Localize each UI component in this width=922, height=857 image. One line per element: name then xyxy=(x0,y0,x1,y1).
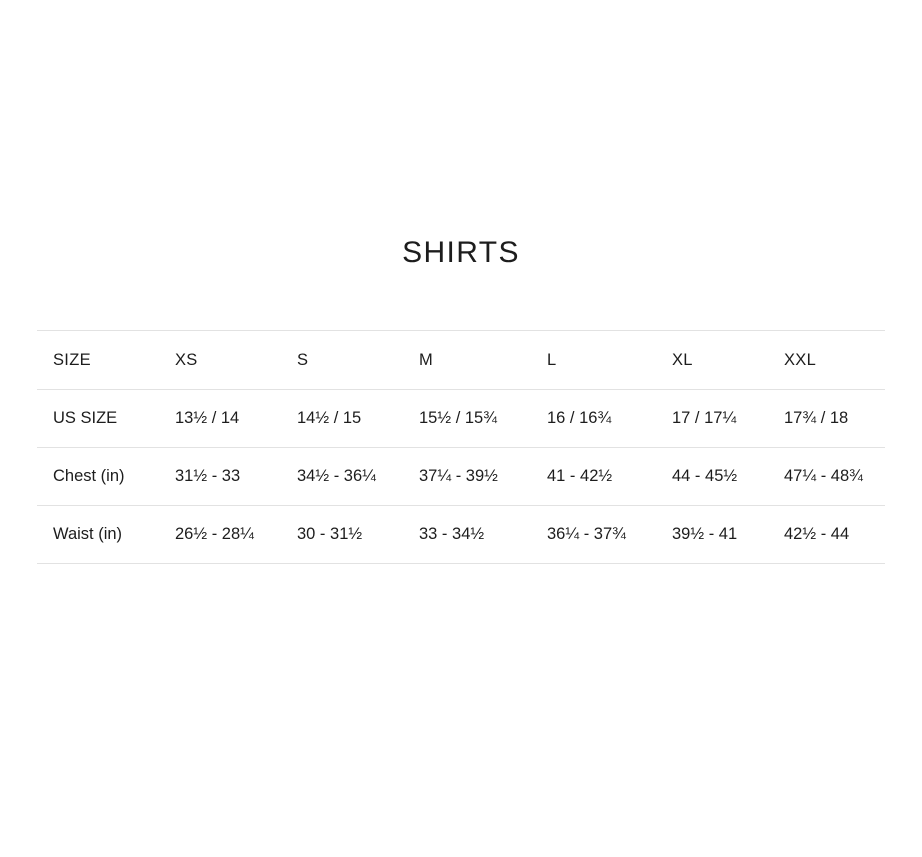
row-label-chest: Chest (in) xyxy=(37,448,175,506)
table-header-cell-xs: XS xyxy=(175,331,297,390)
cell-us-size-xs: 13½ / 14 xyxy=(175,390,297,448)
table-header-cell-l: L xyxy=(547,331,672,390)
cell-us-size-xxl: 17¾ / 18 xyxy=(784,390,885,448)
cell-chest-m: 37¼ - 39½ xyxy=(419,448,547,506)
page-title: SHIRTS xyxy=(402,236,520,269)
table-header-row xyxy=(37,331,885,390)
cell-chest-l: 41 - 42½ xyxy=(547,448,672,506)
cell-waist-l: 36¼ - 37¾ xyxy=(547,506,672,564)
cell-chest-xl: 44 - 45½ xyxy=(672,448,784,506)
table-row xyxy=(37,448,885,506)
cell-waist-xs: 26½ - 28¼ xyxy=(175,506,297,564)
cell-waist-m: 33 - 34½ xyxy=(419,506,547,564)
cell-chest-xs: 31½ - 33 xyxy=(175,448,297,506)
cell-waist-s: 30 - 31½ xyxy=(297,506,419,564)
cell-us-size-l: 16 / 16¾ xyxy=(547,390,672,448)
cell-chest-s: 34½ - 36¼ xyxy=(297,448,419,506)
table-header xyxy=(37,331,885,390)
cell-us-size-m: 15½ / 15¾ xyxy=(419,390,547,448)
cell-waist-xl: 39½ - 41 xyxy=(672,506,784,564)
table-header-cell-m: M xyxy=(419,331,547,390)
size-table-container xyxy=(37,330,885,564)
table-header-cell-s: S xyxy=(297,331,419,390)
row-label-waist: Waist (in) xyxy=(37,506,175,564)
table-header-cell-xl: XL xyxy=(672,331,784,390)
cell-us-size-s: 14½ / 15 xyxy=(297,390,419,448)
row-label-us-size: US SIZE xyxy=(37,390,175,448)
table-row xyxy=(37,506,885,564)
cell-chest-xxl: 47¼ - 48¾ xyxy=(784,448,885,506)
size-table xyxy=(37,330,885,564)
table-header-cell-size: SIZE xyxy=(37,331,175,390)
table-row xyxy=(37,390,885,448)
table-body xyxy=(37,390,885,564)
cell-us-size-xl: 17 / 17¼ xyxy=(672,390,784,448)
table-header-cell-xxl: XXL xyxy=(784,331,885,390)
cell-waist-xxl: 42½ - 44 xyxy=(784,506,885,564)
